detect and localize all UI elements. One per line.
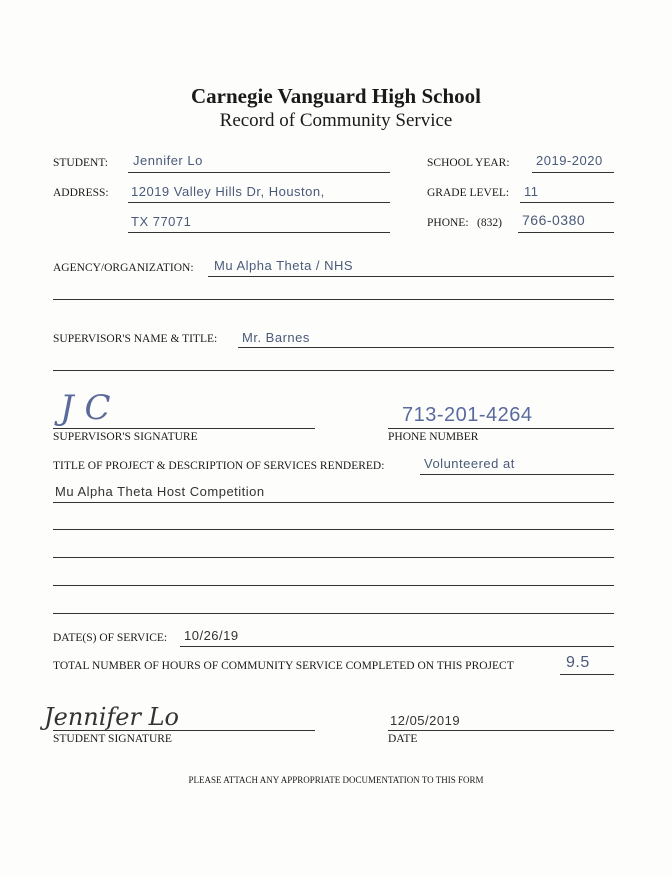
dates-field[interactable]: 10/26/19	[184, 628, 239, 643]
address-label: ADDRESS:	[53, 187, 109, 199]
phone-area-code: (832)	[477, 217, 502, 229]
date-field[interactable]: 12/05/2019	[390, 713, 461, 728]
student-signature: Jennifer Lo	[44, 703, 179, 731]
supervisor-label: SUPERVISOR'S NAME & TITLE:	[53, 333, 218, 345]
school-name: Carnegie Vanguard High School	[191, 84, 481, 108]
project-line2-field[interactable]: Mu Alpha Theta Host Competition	[55, 484, 265, 499]
project-line1-field[interactable]: Volunteered at	[424, 456, 515, 471]
school-year-label: SCHOOL YEAR:	[427, 157, 510, 169]
dates-label: DATE(S) OF SERVICE:	[53, 632, 168, 644]
student-label: STUDENT:	[53, 157, 109, 169]
address-line1-field[interactable]: 12019 Valley Hills Dr, Houston,	[131, 184, 325, 199]
agency-field[interactable]: Mu Alpha Theta / NHS	[214, 258, 354, 273]
student-field[interactable]: Jennifer Lo	[133, 153, 203, 168]
school-year-field[interactable]: 2019-2020	[536, 153, 603, 168]
grade-level-label: GRADE LEVEL:	[427, 187, 510, 199]
form-title: Record of Community Service	[219, 110, 453, 131]
student-signature-label: STUDENT SIGNATURE	[53, 733, 172, 745]
address-line2-field[interactable]: TX 77071	[131, 214, 192, 229]
project-label: TITLE OF PROJECT & DESCRIPTION OF SERVICES RENDERED:	[53, 460, 385, 472]
agency-label: AGENCY/ORGANIZATION:	[53, 262, 194, 274]
supervisor-field[interactable]: Mr. Barnes	[242, 330, 310, 345]
supervisor-signature: J C	[60, 388, 111, 428]
phone-number-label: PHONE NUMBER	[388, 431, 479, 443]
phone-label: PHONE:	[427, 217, 469, 229]
supervisor-phone-field[interactable]: 713-201-4264	[402, 404, 533, 426]
hours-label: TOTAL NUMBER OF HOURS OF COMMUNITY SERVICE COMPLETED ON THIS PROJECT	[53, 660, 514, 672]
date-label: DATE	[388, 733, 418, 745]
phone-field[interactable]: 766-0380	[522, 212, 586, 228]
grade-level-field[interactable]: 11	[524, 184, 539, 199]
footer-note: PLEASE ATTACH ANY APPROPRIATE DOCUMENTATION TO THIS FORM	[188, 775, 484, 785]
hours-field[interactable]: 9.5	[566, 654, 590, 671]
supervisor-signature-label: SUPERVISOR'S SIGNATURE	[53, 431, 198, 443]
